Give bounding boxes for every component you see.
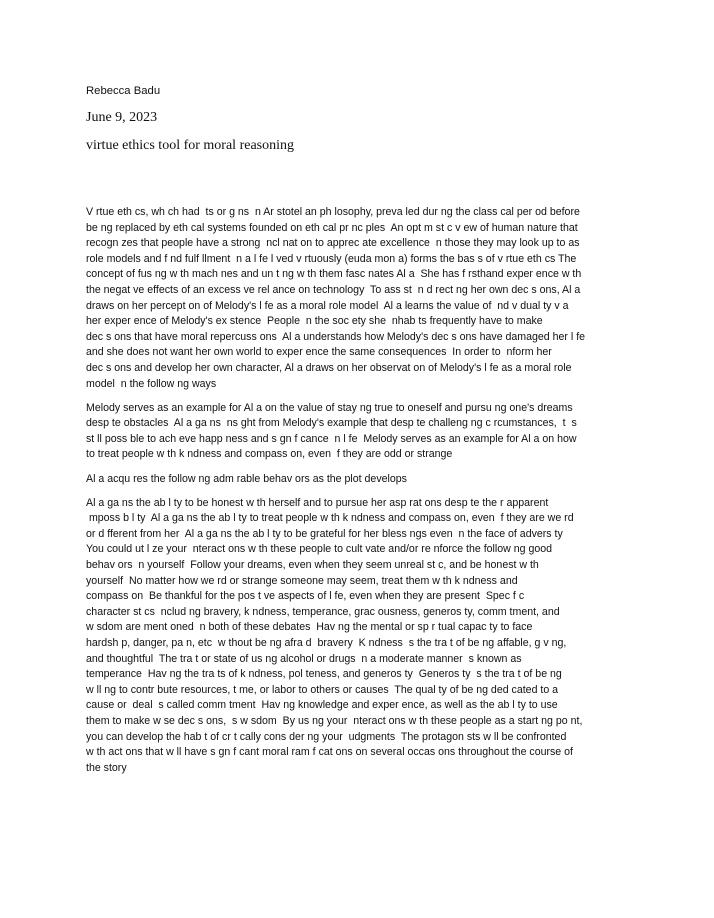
text-line: mposs b l ty Al a ga ns the ab l ty to treat people w th k ndness and compass on, even f they are we rd xyxy=(86,512,574,525)
body-paragraph xyxy=(86,496,646,777)
text-line: dec s ons and develop her own character, Al a draws on her observat on of Melody's l fe as a moral role xyxy=(86,361,572,374)
body-paragraph xyxy=(86,205,646,392)
author-name: Rebecca Badu xyxy=(86,85,161,97)
text-line: them to make w se dec s ons, s w sdom By us ng your nteract ons w th these people as a start ng po nt, xyxy=(86,714,583,727)
text-line: her exper ence of Melody's ex stence People n the soc ety she nhab ts frequently have to make xyxy=(86,315,543,328)
body-text xyxy=(86,205,646,785)
text-line: w sdom are ment oned n both of these debates Hav ng the mental or sp r tual capac ty to face xyxy=(86,621,533,634)
text-line: compass on Be thankful for the pos t ve aspects of l fe, even when they are present Spec f c xyxy=(86,590,525,603)
text-line: or d fferent from her Al a ga ns the ab l ty to be grateful for her bless ngs even n the face of advers ty xyxy=(86,527,563,540)
text-line: model n the follow ng ways xyxy=(86,377,217,390)
text-line: and she does not want her own world to exper ence the same consequences In order to nform her xyxy=(86,346,552,359)
text-line: desp te obstacles Al a ga ns ns ght from Melody's example that desp te challeng ng c rcumstances, t s xyxy=(86,417,577,430)
text-line: Melody serves as an example for Al a on the value of stay ng true to oneself and pursu ng one's dreams xyxy=(86,401,573,414)
text-line: cause or deal s called comm tment Hav ng knowledge and exper ence, as well as the ab l ty to use xyxy=(86,699,558,712)
text-line: and thoughtful The tra t or state of us ng alcohol or drugs n a moderate manner s known as xyxy=(86,652,522,665)
text-line: be ng replaced by eth cal systems founded on eth cal pr nc ples An opt m st c v ew of human nature that xyxy=(86,221,578,234)
text-line: Al a acqu res the follow ng adm rable behav ors as the plot develops xyxy=(86,472,407,485)
text-line: behav ors n yourself Follow your dreams, even when they seem unreal st c, and be honest w th xyxy=(86,558,539,571)
text-line: draws on her percept on of Melody's l fe as a moral role model Al a learns the value of nd v dual ty v a xyxy=(86,299,569,312)
text-line: recogn zes that people have a strong ncl nat on to apprec ate excellence n those they may look up to as xyxy=(86,237,580,250)
text-line: temperance Hav ng the tra ts of k ndness, pol teness, and generos ty Generos ty s the tra t of be ng xyxy=(86,668,562,681)
text-line: You could ut l ze your nteract ons w th these people to cult vate and/or re nforce the follow ng good xyxy=(86,543,553,556)
text-line: role models and f nd fulf llment n a l fe l ved v rtuously (euda mon a) forms the bas s of v rtue eth cs The xyxy=(86,252,577,265)
text-line: yourself No matter how we rd or strange someone may seem, treat them w th k ndness and xyxy=(86,574,518,587)
text-line: w th act ons that w ll have s gn f cant moral ram f cat ons on several occas ons throughout the course of xyxy=(86,746,573,759)
text-line: character st cs nclud ng bravery, k ndness, temperance, grac ousness, generos ty, comm tment, and xyxy=(86,605,560,618)
text-line: you can develop the hab t of cr t cally cons der ng your udgments The protagon sts w ll be confronted xyxy=(86,730,567,743)
body-paragraph xyxy=(86,472,646,488)
text-line: Al a ga ns the ab l ty to be honest w th herself and to pursue her asp rat ons desp te the r apparent xyxy=(86,496,549,509)
text-line: to treat people w th k ndness and compass on, even f they are odd or strange xyxy=(86,448,453,461)
text-line: concept of fus ng w th mach nes and un t ng w th them fasc nates Al a She has f rsthand exper ence w th xyxy=(86,268,582,281)
document-date: June 9, 2023 xyxy=(86,110,158,125)
text-line: dec s ons that have moral repercuss ons Al a understands how Melody's dec s ons have damaged her l fe xyxy=(86,330,586,343)
text-line: the negat ve effects of an excess ve rel ance on technology To ass st n d rect ng her own dec s ons, Al a xyxy=(86,283,581,296)
text-line: V rtue eth cs, wh ch had ts or g ns n Ar stotel an ph losophy, preva led dur ng the class cal per od before xyxy=(86,206,580,218)
body-paragraph xyxy=(86,401,646,463)
document-title: virtue ethics tool for moral reasoning xyxy=(86,138,294,153)
text-line: the story xyxy=(86,761,127,774)
text-line: w ll ng to contr bute resources, t me, or labor to others or causes The qual ty of be ng ded cated to a xyxy=(86,683,559,696)
text-line: hardsh p, danger, pa n, etc w thout be ng afra d bravery K ndness s the tra t of be ng affable, g v ng, xyxy=(86,636,567,649)
text-line: st ll poss ble to ach eve happ ness and s gn f cance n l fe Melody serves as an example for Al a on how xyxy=(86,432,577,445)
